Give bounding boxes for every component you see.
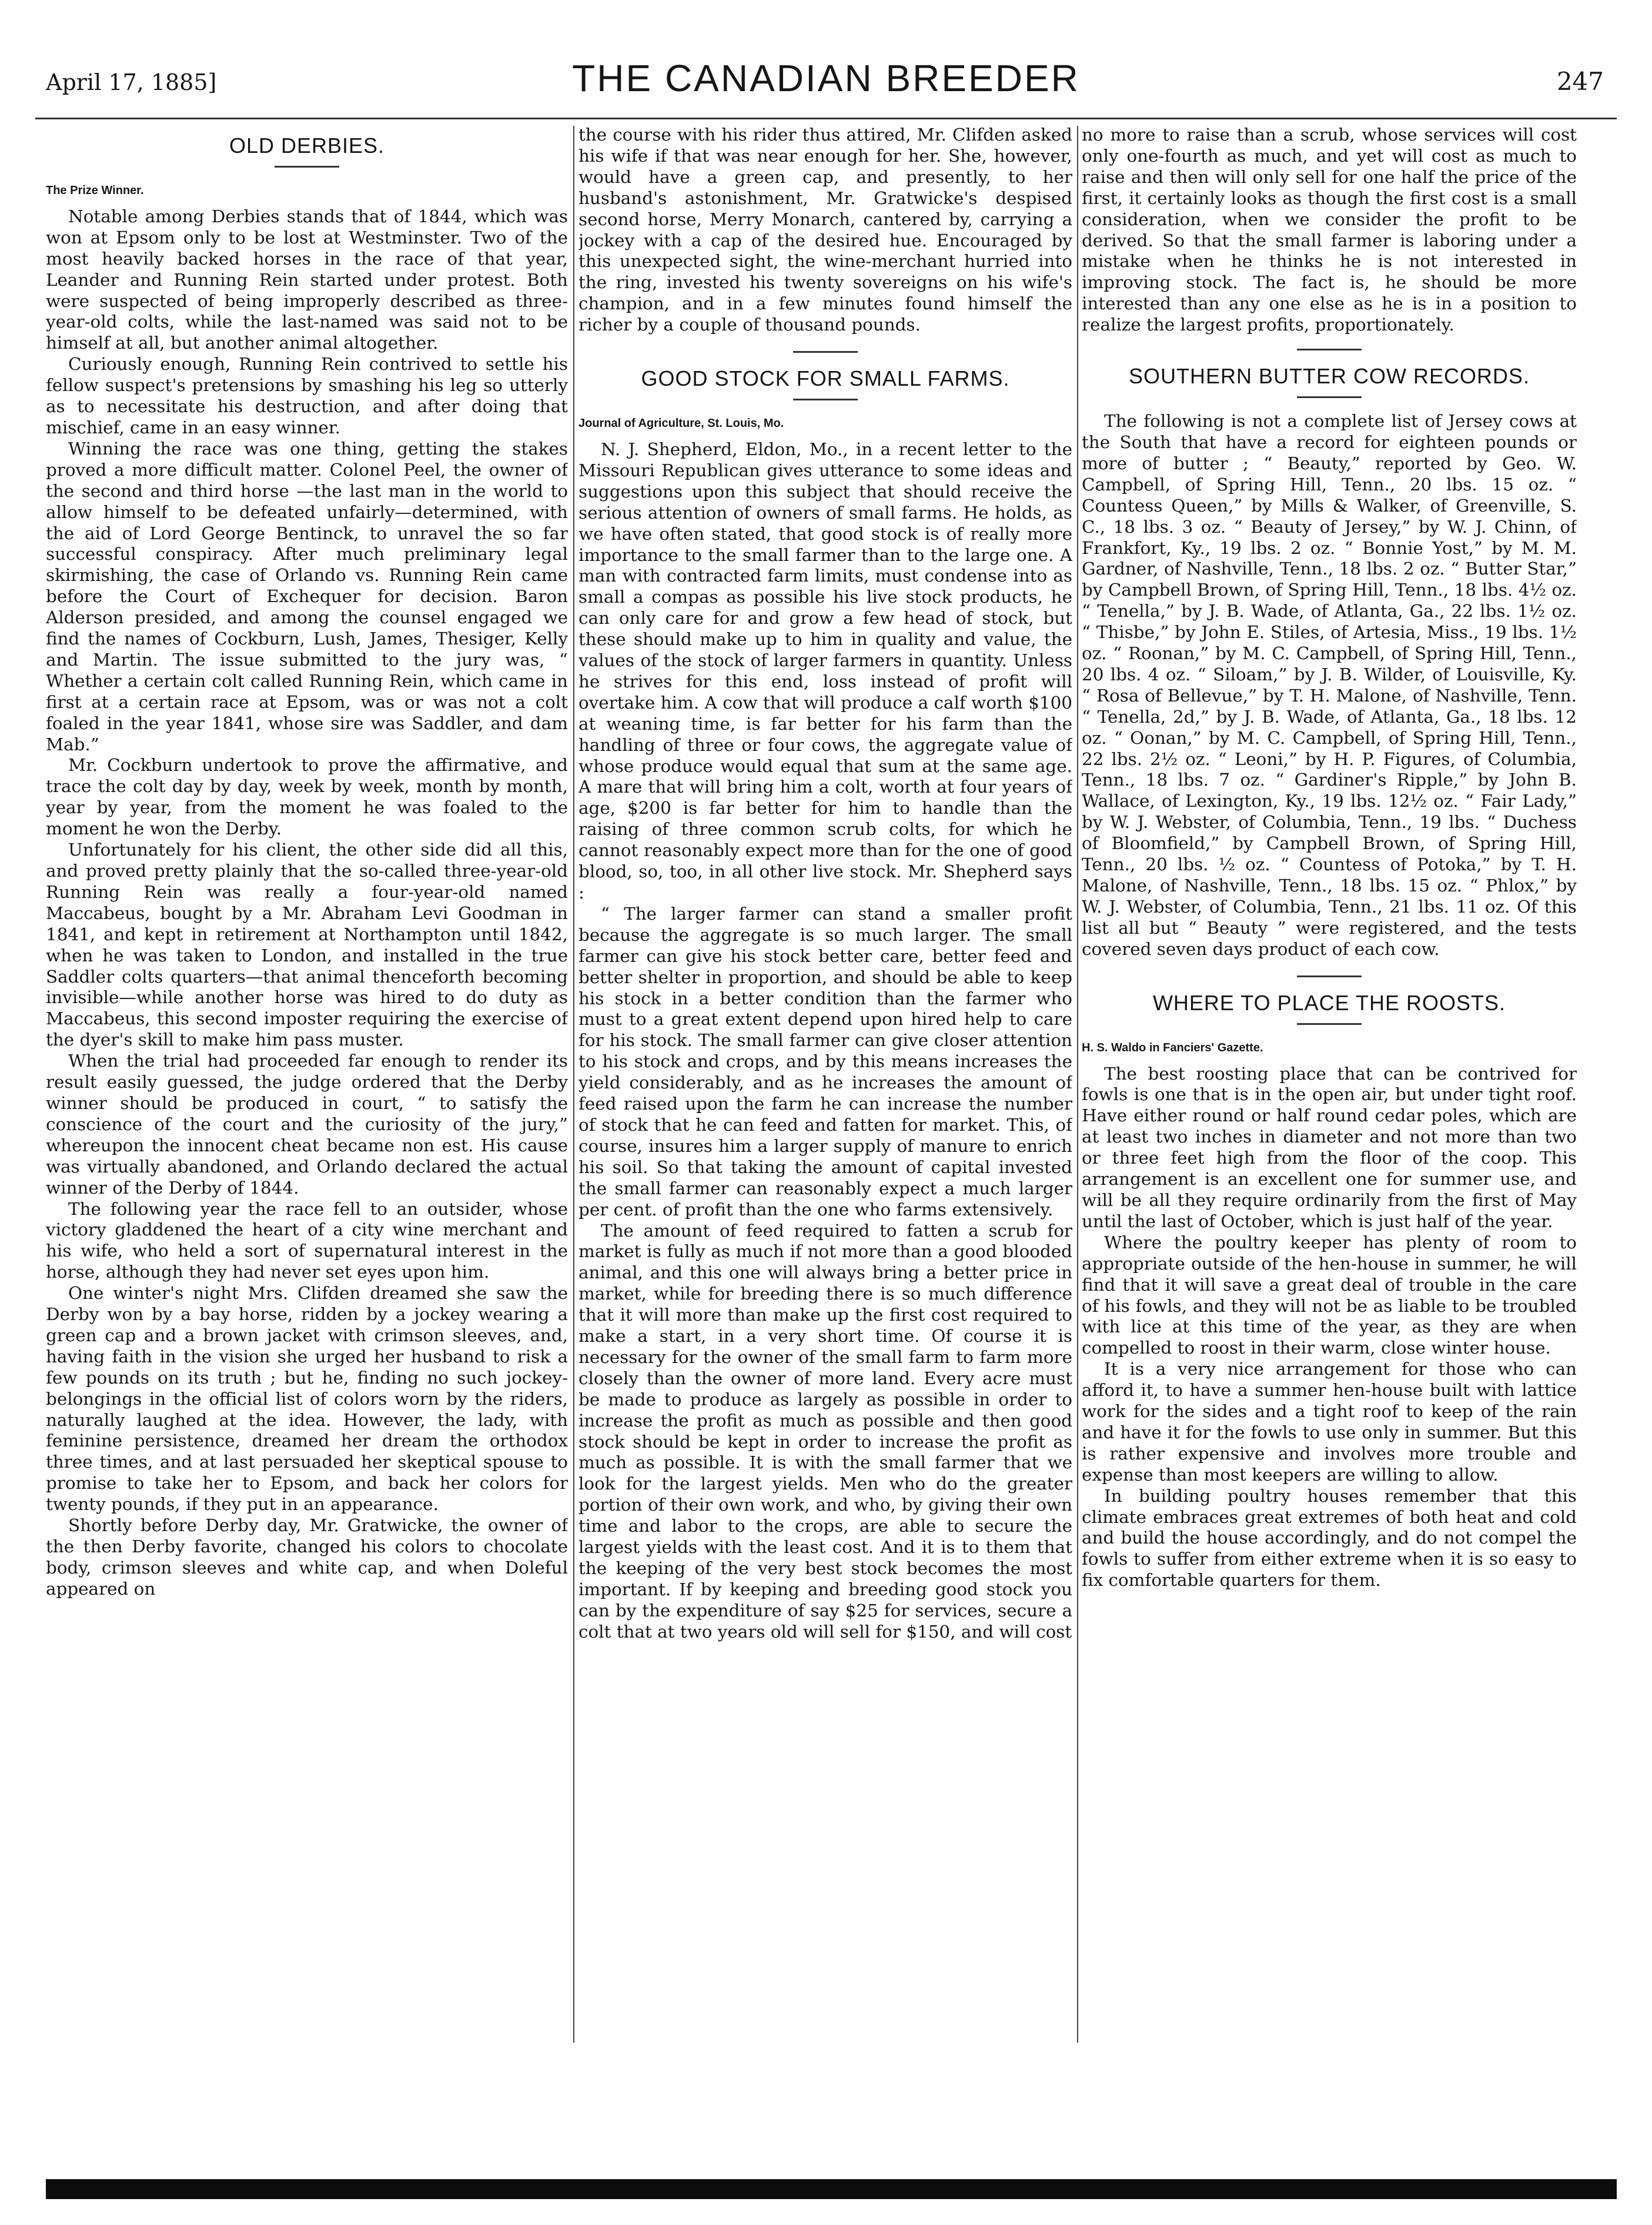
issue-date: April 17, 1885]	[46, 69, 217, 95]
heading-rule	[1297, 1023, 1362, 1025]
page-number: 247	[1556, 67, 1604, 96]
masthead	[35, 56, 1617, 109]
paragraph: One winter's night Mrs. Clifden dreamed she saw the Derby won by a bay horse, ridden by a jockey wearing a green cap and a brown jacket with crimson sleeves, and, having faith in the vision she urged her husband to risk a few pounds on its truth ; but he, finding no such jockey-belongings in the official list of colors worn by the riders, naturally laughed at the idea. However, the lady, with feminine persistence, dreamed her dream the orthodox three times, and at last persuaded her skeptical spouse to promise to take her to Epsom, and back her colors for twenty pounds, if they put in an appearance.	[46, 1283, 568, 1515]
heading-rule	[275, 166, 339, 168]
continued-paragraph: the course with his rider thus attired, Mr. Clifden asked his wife if that was near enough for her. She, however, would have a green cap, and presently, to her husband's astonishment, Mr. Gratwicke's despised second horse, Merry Monarch, cantered by, carrying a jockey with a cap of the desired hue. Encouraged by this unexpected sight, the wine-merchant hurried into the ring, invested his twenty sovereigns on his wife's champion, and in a few minutes found himself the richer by a couple of thousand pounds.	[578, 125, 1072, 335]
paragraph: Shortly before Derby day, Mr. Gratwicke, the owner of the then Derby favorite, changed his colors to chocolate body, crimson sleeves and white cap, and when Doleful appeared on	[46, 1515, 568, 1599]
column-divider	[1077, 126, 1078, 2043]
column-divider	[573, 126, 574, 2043]
paragraph: When the trial had proceeded far enough to render its result easily guessed, the judge ordered that the Derby winner should be produced in court, “ to satisfy the conscience of the court and the curiosity of the jury,” whereupon the innocent cheat became non est. His cause was virtually abandoned, and Orlando declared the actual winner of the Derby of 1844.	[46, 1051, 568, 1198]
paragraph: The following is not a complete list of Jersey cows at the South that have a record for eighteen pounds or more of butter ; “ Beauty,” reported by Geo. W. Campbell, of Spring Hill, Tenn., 20 lbs. 15 oz. “ Countess Queen,” by Mills & Walker, of Greenville, S. C., 18 lbs. 3 oz. “ Beauty of Jersey,” by W. J. Chinn, of Frankfort, Ky., 19 lbs. 2 oz. “ Bonnie Yost,” by M. M. Gardner, of Nashville, Tenn., 18 lbs. 2 oz. “ Butter Star,” by Campbell Brown, of Spring Hill, Tenn., 18 lbs. 4½ oz. “ Tenella,” by J. B. Wade, of Atlanta, Ga., 22 lbs. 1½ oz. “ Thisbe,” by John E. Stiles, of Artesia, Miss., 19 lbs. 1½ oz. “ Roonan,” by M. C. Campbell, of Spring Hill, Tenn., 20 lbs. 4 oz. “ Siloam,” by J. B. Wilder, of Louisville, Ky. “ Rosa of Bellevue,” by T. H. Malone, of Nashville, Tenn. “ Tenella, 2d,” by J. B. Wade, of Atlanta, Ga., 18 lbs. 12 oz. “ Oonan,” by M. C. Campbell, of Spring Hill, Tenn., 22 lbs. 2½ oz. “ Leoni,” by H. P. Figures, of Columbia, Tenn., 18 lbs. 7 oz. “ Gardiner's Ripple,” by John B. Wallace, of Lexington, Ky., 19 lbs. 12½ oz. “ Fair Lady,” by W. J. Webster, of Columbia, Tenn., 19 lbs. “ Duchess of Bloomfield,” by Campbell Brown, of Spring Hill, Tenn., 20 lbs. ½ oz. “ Countess of Potoka,” by T. H. Malone, of Nashville, Tenn., 18 lbs. 15 oz. “ Phlox,” by W. J. Webster, of Columbia, Tenn., 21 lbs. 11 oz. Of this list all but “ Beauty ” were registered, and the tests covered seven days product of each cow.	[1082, 411, 1577, 959]
paragraph: N. J. Shepherd, Eldon, Mo., in a recent letter to the Missouri Republican gives utterance to some ideas and suggestions upon this subject that should receive the serious attention of owners of small farms. He holds, as we have often stated, that good stock is of really more importance to the small farmer than to the large one. A man with contracted farm limits, must condense into as small a compas as possible his live stock products, he can only care for and grow a few head of stock, but these should make up to him in quality and value, the values of the stock of larger farmers in quantity. Unless he strives for this end, loss instead of profit will overtake him. A cow that will produce a calf worth $100 at weaning time, is far better for his farm than the handling of three or four cows, the aggregate value of whose produce would equal that sum at the same age. A mare that will bring him a colt, worth at four years of age, $200 is far better for him to handle than the raising of three common scrub colts, for which he cannot reasonably expect more than for the one of good blood, so, too, in all other live stock. Mr. Shepherd says :	[578, 439, 1072, 903]
column-3	[1082, 125, 1577, 2047]
section-rule	[793, 351, 858, 353]
article-byline: The Prize Winner.	[46, 184, 144, 197]
article-heading: SOUTHERN BUTTER COW RECORDS.	[1128, 364, 1530, 389]
heading-rule	[1297, 396, 1362, 398]
column-2	[578, 125, 1072, 2047]
paragraph: The amount of feed required to fatten a scrub for market is fully as much if not more than a good blooded animal, and this one will always bring a better price in market, while for breeding there is so much difference that it will more than make up the first cost required to make a start, in a very short time. Of course it is necessary for the owner of the small farm to farm more closely than the owner of more land. Every acre must be made to produce as largely as possible in order to increase the profit as much as possible and then good stock should be kept in order to increase the profit as much as possible. It is with the small farmer that we look for the largest yields. Men who do the greater portion of their own work, and who, by giving their own time and labor to the crops, are able to secure the largest yields with the least cost. And it is to them that the keeping of the very best stock becomes the most important. If by keeping and breeding good stock you can by the expenditure of say $25 for services, secure a colt that at two years old will sell for $150, and will cost	[578, 1220, 1072, 1642]
continued-paragraph: no more to raise than a scrub, whose services will cost only one-fourth as much, and yet will cost as much to raise and then will only sell for one half the price of the first, it certainly looks as though the first cost is a small consideration, when we consider the profit to be derived. So that the small farmer is laboring under a mistake when he thinks he is not interested in improving stock. The fact is, he should be more interested than any one else as he is in a position to realize the largest profits, proportionately.	[1082, 125, 1577, 335]
section-rule	[1297, 349, 1362, 350]
article-heading: GOOD STOCK FOR SMALL FARMS.	[641, 366, 1010, 391]
column-1	[46, 125, 568, 2047]
paragraph: The best roosting place that can be contrived for fowls is one that is in the open air, but under tight roof. Have either round or half round cedar poles, which are at least two inches in diameter and not more than two or three feet high from the floor of the coop. This arrangement is an excellent one for summer use, and will be all they require ordinarily from the first of May until the last of October, which is just half of the year.	[1082, 1063, 1577, 1231]
article-byline: Journal of Agriculture, St. Louis, Mo.	[578, 417, 784, 430]
section-rule	[1297, 975, 1362, 977]
paragraph: Unfortunately for his client, the other side did all this, and proved pretty plainly that the so-called three-year-old Running Rein was really a four-year-old named Maccabeus, bought by a Mr. Abraham Levi Goodman in 1841, and kept in retirement at Northampton until 1842, when he was taken to London, and installed in the true Saddler colts quarters—that animal thenceforth becoming invisible—while another horse was hired to do duty as Maccabeus, this second imposter requiring the exercise of the dyer's skill to make him pass muster.	[46, 840, 568, 1050]
publication-title: THE CANADIAN BREEDER	[572, 57, 1080, 99]
paragraph: It is a very nice arrangement for those who can afford it, to have a summer hen-house built with lattice work for the sides and a tight roof to keep of the rain and have it for the fowls to use only in summer. But this is rather expensive and involves more trouble and expense than most keepers are willing to allow.	[1082, 1359, 1577, 1485]
heading-rule	[793, 399, 858, 400]
paragraph: Where the poultry keeper has plenty of room to appropriate outside of the hen-house in summer, he will find that it will save a great deal of trouble in the care of his fowls, and they will not be as liable to be troubled with lice at this time of the year, as they are when compelled to roost in their warm, close winter house.	[1082, 1232, 1577, 1358]
article-heading: OLD DERBIES.	[229, 133, 385, 158]
paragraph: In building poultry houses remember that this climate embraces great extremes of both heat and cold and build the house accordingly, and do not compel the fowls to suffer from either extreme when it is so easy to fix comfortable quarters for them.	[1082, 1485, 1577, 1591]
article-byline: H. S. Waldo in Fanciers' Gazette.	[1082, 1041, 1263, 1054]
paragraph: The following year the race fell to an outsider, whose victory gladdened the heart of a city wine merchant and his wife, who held a sort of supernatural interest in the horse, although they had never set eyes upon him.	[46, 1198, 568, 1282]
paragraph: “ The larger farmer can stand a smaller profit because the aggregate is so much larger. The small farmer can give his stock better care, better feed and better shelter in proportion, and should be able to keep his stock in a better condition than the farmer who must to a great extent depend upon hired help to care for his stock. The small farmer can give closer attention to his stock and crops, and by this means increases the yield considerably, and as he increases the amount of feed raised upon the farm he can increase the number of stock that he can feed and fatten for market. This, of course, insures him a larger supply of manure to enrich his soil. So that taking the amount of capital invested the small farmer can reasonably expect a much larger per cent. of profit than the one who farms extensively.	[578, 903, 1072, 1220]
paragraph: Winning the race was one thing, getting the stakes proved a more difficult matter. Colonel Peel, the owner of the second and third horse —the last man in the world to allow himself to be defeated unfairly—determined, with the aid of Lord George Bentinck, to unravel the so far successful conspiracy. After much preliminary legal skirmishing, the case of Orlando vs. Running Rein came before the Court of Exchequer for decision. Baron Alderson presided, and among the counsel engaged we find the names of Cockburn, Lush, James, Thesiger, Kelly and Martin. The issue submitted to the jury was, “ Whether a certain colt called Running Rein, which came in first at a certain race at Epsom, was or was not a colt foaled in the year 1841, whose sire was Saddler, and dam Mab.”	[46, 438, 568, 754]
paragraph: Mr. Cockburn undertook to prove the affirmative, and trace the colt day by day, week by week, month by month, year by year, from the moment he was foaled to the moment he won the Derby.	[46, 755, 568, 839]
header-rule	[35, 118, 1617, 119]
bottom-border-band	[46, 2179, 1617, 2199]
paragraph: Notable among Derbies stands that of 1844, which was won at Epsom only to be lost at Westminster. Two of the most heavily backed horses in the race of that year, Leander and Running Rein started under protest. Both were suspected of being improperly described as three-year-old colts, while the last-named was said not to be himself at all, but another animal altogether.	[46, 206, 568, 353]
article-heading: WHERE TO PLACE THE ROOSTS.	[1152, 990, 1506, 1015]
paragraph: Curiously enough, Running Rein contrived to settle his fellow suspect's pretensions by smashing his leg so utterly as to necessitate his destruction, and after doing that mischief, came in an easy winner.	[46, 354, 568, 437]
